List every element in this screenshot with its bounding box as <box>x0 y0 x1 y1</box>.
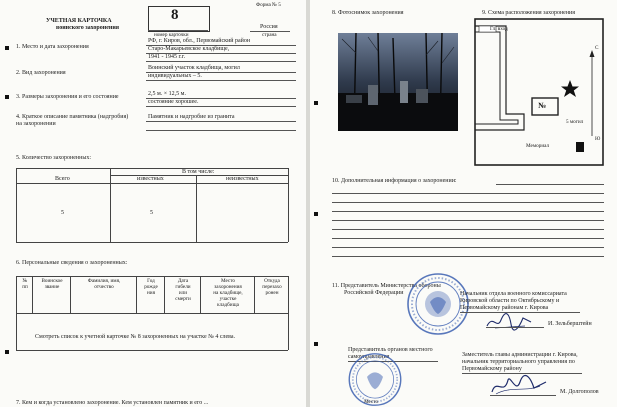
scheme-memorial-label: Мемориал <box>526 143 550 149</box>
persons-table-header-line: Откуда <box>264 278 280 284</box>
country-value: Россия <box>260 24 278 30</box>
section6-label: 6. Персональные сведения о захороненных: <box>16 260 128 266</box>
card-subtitle: воинского захоронения <box>56 25 120 31</box>
persons-table-header-line: ния <box>147 290 155 296</box>
local-rep-place-cut: Место <box>364 399 379 405</box>
country-label: страна <box>262 32 277 38</box>
scheme-entrance-label: Гл. вход <box>490 26 508 32</box>
official1-line3: Первомайскому районам г. Кирова <box>460 305 549 311</box>
section3-value-line2: состояние хорошее. <box>148 99 199 105</box>
section2-value-line1: Воинский участок кладбища, могил <box>148 65 240 71</box>
count-total-value: 5 <box>61 210 64 216</box>
punch-mark <box>5 95 9 99</box>
section4-label-line2: на захоронении <box>16 121 56 127</box>
persons-table-header-line: Год <box>147 278 155 284</box>
persons-table-header-line: Место <box>220 278 236 284</box>
official2-line3: Первомайскому району <box>462 366 522 372</box>
persons-table-header-line: № <box>22 278 28 284</box>
persons-table-header-line: Фамилия, имя, <box>87 278 121 284</box>
official2-name: М. Долгополов <box>560 389 599 395</box>
official1-line2: Кировской области по Октябрьскому и <box>460 298 560 304</box>
card-title: УЧЕТНАЯ КАРТОЧКА <box>46 18 112 24</box>
section1-value-line2: Старо-Макарьевское кладбище, <box>148 46 230 52</box>
section4-label-line1: 4. Краткое описание памятника (надгробия) <box>16 114 129 120</box>
persons-table-header-line: рожде <box>144 284 158 290</box>
persons-table-header-line: участке <box>219 296 237 302</box>
section4-value: Памятник и надгробие из гранита <box>148 114 235 120</box>
persons-table-header-line: захоронения <box>214 284 242 290</box>
persons-table-header-line: на кладбище, <box>213 290 243 296</box>
section9-label: 9. Схема расположения захоронения <box>482 10 576 16</box>
persons-table-header-line: звание <box>44 284 60 290</box>
section3-label: 3. Размеры захоронения и его состояние <box>16 94 119 100</box>
punch-mark <box>314 212 318 216</box>
punch-mark <box>314 342 318 346</box>
count-table-col-unknown: неизвестных <box>226 176 259 182</box>
persons-table-header-line: или <box>178 290 188 296</box>
section3-value-line1: 2,5 м. × 12,5 м. <box>148 91 186 97</box>
card-number: 8 <box>171 7 179 23</box>
section8-label: 8. Фотоснимок захоронения <box>332 10 404 16</box>
persons-table-header-cell <box>34 278 70 290</box>
count-known-value: 5 <box>150 210 153 216</box>
card-number-box <box>148 6 210 32</box>
persons-table-header-line: Воинское <box>41 278 63 284</box>
persons-table-header-cell <box>256 278 288 296</box>
persons-table-header-cell <box>202 278 254 308</box>
persons-table-header-line: перезахо <box>262 284 282 290</box>
section1-value-line3: 1941 - 1945 г.г. <box>148 54 186 60</box>
count-table-col-known: известных <box>137 176 164 182</box>
official1-name: И. Зельберштейн <box>548 321 592 327</box>
punch-mark <box>5 350 9 354</box>
left-page <box>0 0 306 407</box>
local-rep-line2: самоуправления <box>348 354 390 360</box>
persons-table-header-line: смерти <box>175 296 191 302</box>
count-table-incl-header: В том числе: <box>182 169 215 175</box>
official1-line1: Начальник отдела военного комиссариата <box>460 291 567 297</box>
section10-label: 10. Дополнительная информация о захоронении: <box>332 178 457 184</box>
scheme-north-label: С <box>595 45 599 51</box>
persons-table-note: Смотреть список к учетной карточке № 8 захороненных на участке № 4 слева. <box>35 334 236 340</box>
persons-table-header-cell <box>138 278 164 296</box>
section1-label: 1. Место и дата захоронения <box>16 44 89 50</box>
scheme-graves-label: 5 могил <box>566 119 584 125</box>
punch-mark <box>314 101 318 105</box>
official2-line1: Заместитель главы администрации г. Кирова, <box>462 352 578 358</box>
section2-value-line2: индивидуальных – 5. <box>148 73 202 79</box>
card-number-label: номер карточки <box>154 32 189 38</box>
section11-label-line1: 11. Представитель Министерства обороны <box>332 283 441 289</box>
persons-table-header-line: Дата <box>177 278 189 284</box>
scheme-number-label: № <box>538 101 547 110</box>
official2-line2: начальник территориального управления по <box>462 359 575 365</box>
section1-value-line1: РФ, г. Киров, обл., Первомайский район <box>148 38 251 44</box>
punch-mark <box>5 46 9 50</box>
section2-label: 2. Вид захоронения <box>16 70 66 76</box>
right-page <box>310 0 617 407</box>
persons-table-header-cell <box>166 278 200 302</box>
persons-table-header-line: пп <box>22 284 28 290</box>
section7-label-cut: 7. Кем и когда установлено захоронение. Кем установлен памятник и его ... <box>16 400 209 406</box>
persons-table-header-cell <box>18 278 32 290</box>
signature-1 <box>485 310 535 332</box>
persons-table-header-cell <box>72 278 136 290</box>
scheme-south-label: Ю <box>595 136 601 142</box>
persons-table-header-line: отчество <box>94 284 114 290</box>
persons-table-header-line: кладбища <box>217 302 239 308</box>
burial-photo <box>338 33 458 131</box>
section11-label-line2: Российской Федерации <box>344 290 404 296</box>
section5-label: 5. Количество захороненных: <box>16 155 92 161</box>
persons-table-header-line: ронен <box>265 290 279 296</box>
local-rep-line1: Представитель органов местного <box>348 347 433 353</box>
count-table-col-total: Всего <box>55 176 70 182</box>
persons-table-header-line: гибели <box>175 284 191 290</box>
form-number: Форма № 5 <box>256 2 281 8</box>
